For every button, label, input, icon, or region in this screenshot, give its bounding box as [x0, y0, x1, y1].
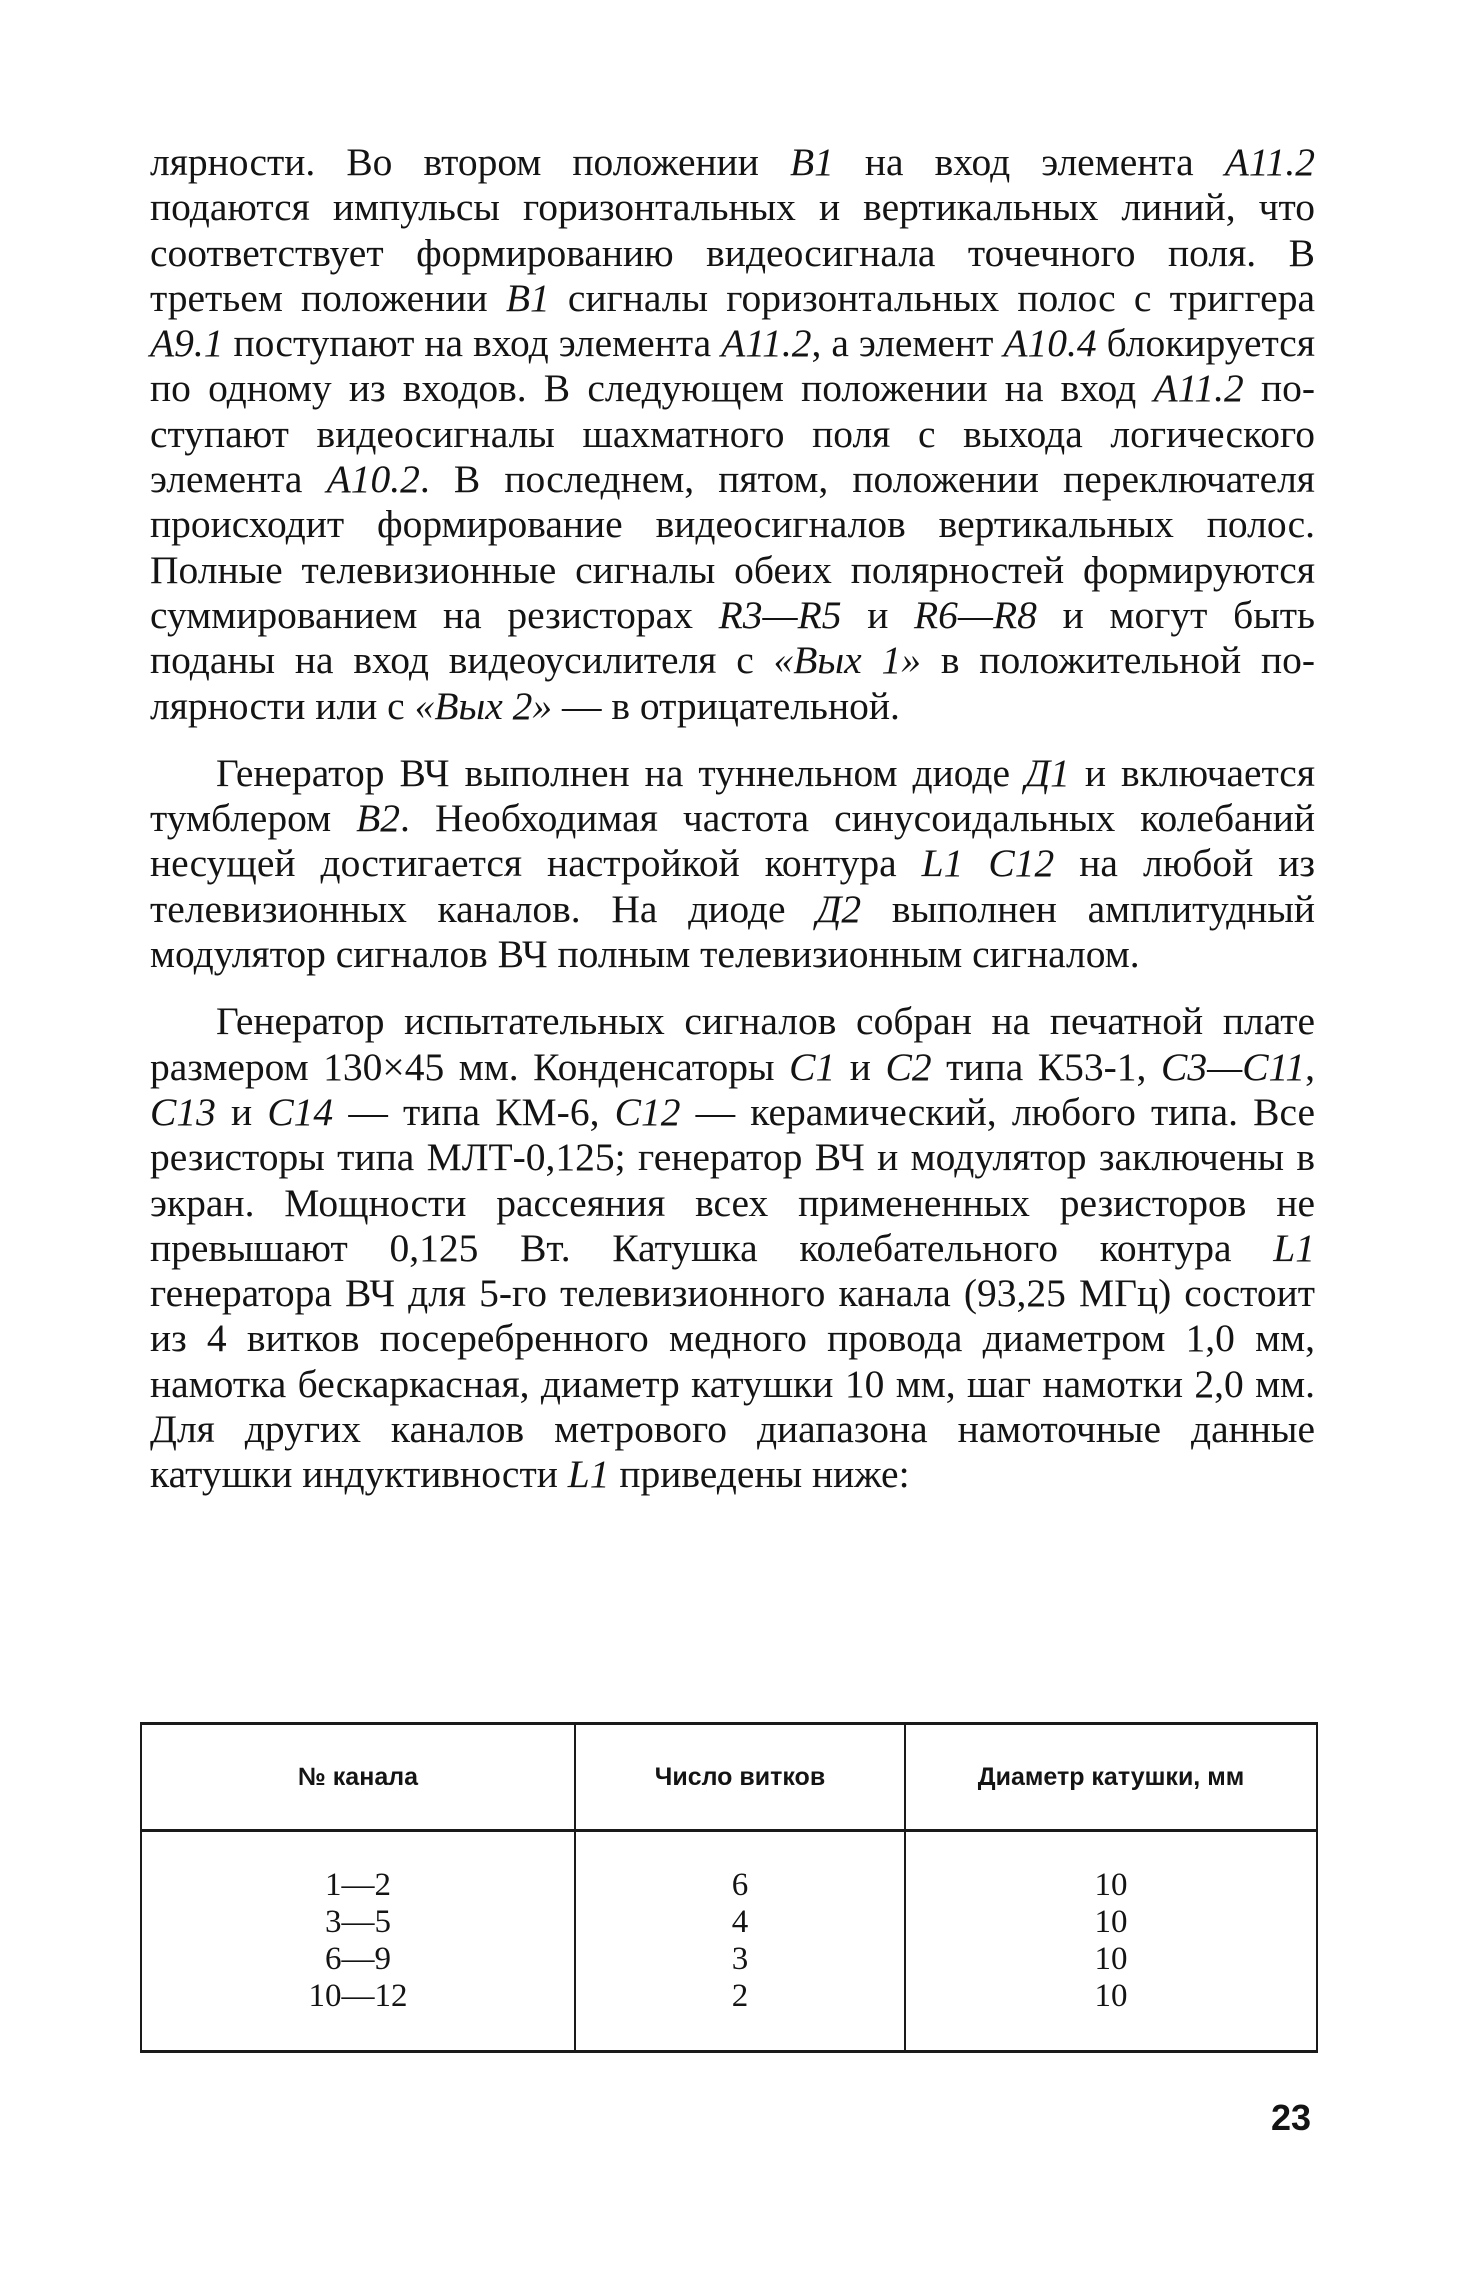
table-cell: 2	[731, 1978, 749, 2014]
column-diameters	[905, 1831, 1317, 2052]
italic-ref: L1 С12	[921, 841, 1055, 886]
italic-ref: С14	[267, 1089, 334, 1134]
italic-ref: А11.2	[1224, 140, 1316, 184]
italic-ref: В1	[789, 140, 834, 184]
coil-data-table	[140, 1722, 1318, 2053]
italic-ref: В1	[505, 275, 550, 320]
table-cell: 6—9	[325, 1941, 391, 1977]
italic-ref: С13	[150, 1089, 216, 1134]
table-body-row	[141, 1831, 1317, 2052]
table-cell: 3	[731, 1941, 749, 1977]
italic-ref: А9.1	[150, 321, 224, 366]
italic-ref: «Вых 2»	[414, 683, 553, 728]
paragraph-3: Генератор испытательных сигналов собран на печатной плате размером 130×45 мм. Конденсаторы С1 и С2 типа К53-1, С3—С11, С13 и С14 — типа КМ-6, С12 — керамический, любого типа. Все резисторы типа МЛТ-0,125; генератор ВЧ и модулятор заключены в экран. Мощности рассеяния всех примененных резисторов не превышают 0,125 Вт. Катушка колебательного контура L1 генератора ВЧ для 5-го телевизионного канала (93,25 МГц) состоит из 4 витков посеребренного медного провода диаметром 1,0 мм, намотка бескаркасная, диаметр катушки 10 мм, шаг намотки 2,0 мм. Для других каналов метрового диапазона намоточные данные катушки индуктивности L1 приведены ниже:	[150, 999, 1315, 1497]
header-turns: Число витков	[575, 1724, 905, 1831]
table-cell: 10—12	[308, 1978, 408, 2014]
italic-ref: Д1	[1025, 750, 1070, 795]
italic-ref: Д2	[816, 886, 862, 931]
table-cell: 10	[1094, 1941, 1128, 1977]
italic-ref: А11.2	[1153, 366, 1244, 411]
paragraph-2: Генератор ВЧ выполнен на туннельном диоде Д1 и включается тумблером В2. Необходимая частота синусоидальных колебаний несущей достигается настройкой контура L1 С12 на любой из телевизионных каналов. На диоде Д2 выполнен амплитудный модулятор сигналов ВЧ полным телевизионным сигналом.	[150, 750, 1315, 977]
italic-ref: В2	[356, 796, 401, 841]
italic-ref: С12	[614, 1089, 681, 1134]
table-header-row	[141, 1724, 1317, 1831]
table-cell: 6	[731, 1867, 749, 1903]
table-cell: 4	[731, 1904, 749, 1940]
paragraph-1: лярности. Во втором положении В1 на вход элемента А11.2 подаются импульсы горизонтальных и вертикальных линий, что соответствует формированию видеосигнала точечного поля. В третьем положении В1 сигналы горизонтальных полос с триггера А9.1 поступают на вход элемента А11.2, а элемент А10.4 блокируется по одному из входов. В следующем положении на вход А11.2 поступают видеосигналы шахматного поля с выхода логического элемента А10.2. В последнем, пятом, положении переключателя происходит формирование видеосигналов вертикальных полос. Полные телевизионные сигналы обеих полярностей формируются суммированием на резисторах R3—R5 и R6—R8 и могут быть поданы на вход видеоусилителя с «Вых 1» в положительной полярности или с «Вых 2» — в отрицательной.	[150, 140, 1316, 728]
table-cell: 1—2	[325, 1867, 391, 1903]
italic-ref: С2	[885, 1044, 932, 1089]
page-number: 23	[1270, 2097, 1311, 2138]
italic-ref: R3—R5	[718, 592, 842, 637]
italic-ref: «Вых 1»	[773, 638, 922, 683]
italic-ref: С3—С11	[1160, 1044, 1306, 1089]
italic-ref: С1	[789, 1044, 836, 1089]
italic-ref: L1	[1273, 1225, 1315, 1270]
table-cell: 3—5	[325, 1904, 391, 1940]
italic-ref: L1	[567, 1452, 610, 1497]
header-diameter: Диаметр катушки, мм	[905, 1724, 1317, 1831]
table-cell: 10	[1094, 1978, 1128, 2014]
italic-ref: А10.4	[1003, 321, 1097, 366]
column-channels	[141, 1831, 575, 2052]
column-turns	[575, 1831, 905, 2052]
table-cell: 10	[1094, 1867, 1128, 1903]
italic-ref: А10.2	[326, 457, 420, 502]
italic-ref: R6—R8	[914, 592, 1037, 637]
header-channel: № канала	[141, 1724, 575, 1831]
italic-ref: А11.2	[721, 321, 812, 366]
page-body	[150, 140, 1315, 1498]
table-cell: 10	[1094, 1904, 1128, 1940]
